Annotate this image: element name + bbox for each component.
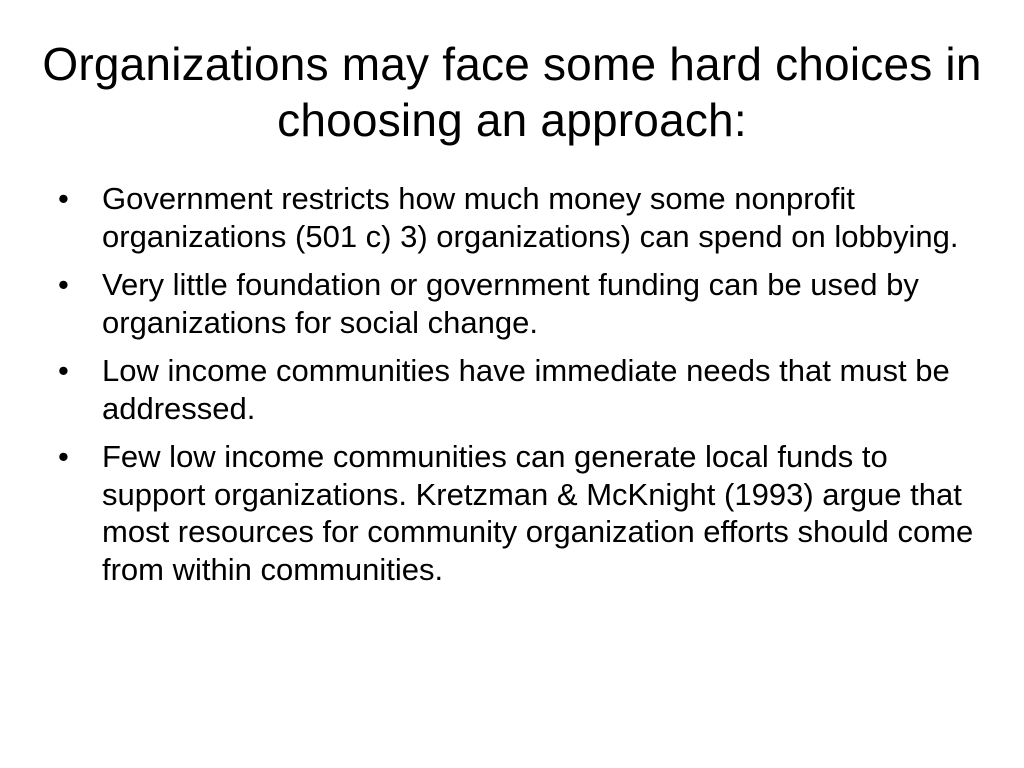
bullet-list <box>56 180 976 599</box>
bullet-item <box>56 266 976 341</box>
bullet-text: Low income communities have immediate needs that must be addressed. <box>102 353 950 426</box>
bullet-mark: • <box>58 267 69 302</box>
bullet-item <box>56 438 976 588</box>
slide-title: Organizations may face some hard choices in choosing an approach: <box>42 38 982 146</box>
bullet-text: Government restricts how much money some nonprofit organizations (501 c) 3) organizations) can spend on lobbying. <box>102 181 959 254</box>
bullet-text: Few low income communities can generate local funds to support organizations. Kretzman & McKnight (1993) argue that most resources for community organization efforts should come from within communities. <box>102 439 974 587</box>
bullet-text: Very little foundation or government funding can be used by organizations for social change. <box>102 267 919 340</box>
bullet-item <box>56 352 976 427</box>
bullet-mark: • <box>58 439 69 474</box>
bullet-mark: • <box>58 353 69 388</box>
bullet-item <box>56 180 976 255</box>
bullet-mark: • <box>58 181 69 216</box>
